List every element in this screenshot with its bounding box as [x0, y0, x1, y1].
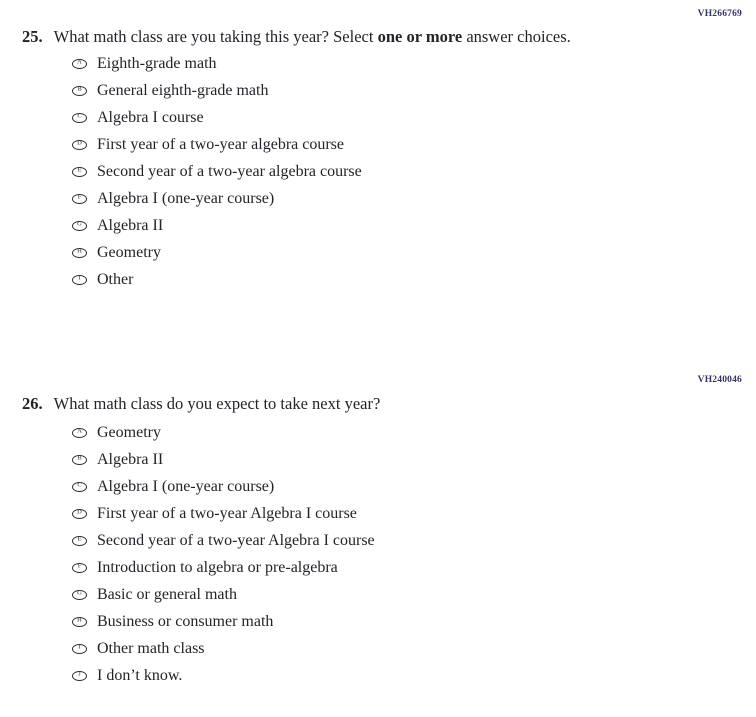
answer-option-row — [72, 419, 375, 446]
answer-bubble-letter: G — [77, 589, 82, 597]
answer-bubble-icon[interactable] — [72, 140, 87, 150]
question-25-options-list — [72, 50, 362, 293]
answer-bubble-icon[interactable] — [72, 59, 87, 69]
answer-bubble-letter: J — [78, 670, 81, 678]
answer-option-row — [72, 446, 375, 473]
answer-option-label: Introduction to algebra or pre-algebra — [97, 558, 338, 576]
answer-option-row — [72, 104, 362, 131]
answer-bubble-icon[interactable] — [72, 167, 87, 177]
answer-bubble-icon[interactable] — [72, 113, 87, 123]
answer-option-label: Geometry — [97, 243, 161, 261]
answer-bubble-icon[interactable] — [72, 194, 87, 204]
answer-bubble-letter: D — [77, 508, 82, 516]
answer-bubble-icon[interactable] — [72, 617, 87, 627]
answer-option-label: Other — [97, 270, 134, 288]
question-25-prompt-suffix: answer choices. — [462, 27, 571, 46]
answer-option-row — [72, 212, 362, 239]
answer-option-row — [72, 635, 375, 662]
answer-option-label: Second year of a two-year algebra course — [97, 162, 362, 180]
answer-option-label: Second year of a two-year Algebra I course — [97, 531, 375, 549]
answer-bubble-letter: D — [77, 139, 82, 147]
answer-option-label: General eighth-grade math — [97, 81, 269, 99]
answer-bubble-letter: C — [77, 112, 82, 120]
answer-bubble-icon[interactable] — [72, 509, 87, 519]
answer-option-label: Algebra II — [97, 216, 164, 234]
answer-option-row — [72, 500, 375, 527]
answer-option-label: Business or consumer math — [97, 612, 274, 630]
answer-bubble-icon[interactable] — [72, 248, 87, 258]
question-25-prompt — [54, 27, 571, 47]
answer-option-label: I don’t know. — [97, 666, 183, 684]
answer-option-label: Algebra II — [97, 450, 164, 468]
question-25-header — [22, 27, 571, 47]
answer-bubble-icon[interactable] — [72, 455, 87, 465]
question-26-accession-code: VH240046 — [697, 375, 742, 385]
answer-option-label: Algebra I course — [97, 108, 204, 126]
question-25-accession-code: VH266769 — [697, 9, 742, 19]
question-26-header — [22, 394, 380, 414]
answer-option-row — [72, 581, 375, 608]
question-25-prompt-prefix: What math class are you taking this year? Select — [53, 27, 378, 46]
answer-option-label: Algebra I (one-year course) — [97, 477, 275, 495]
answer-option-row — [72, 50, 362, 77]
answer-option-label: Other math class — [97, 639, 205, 657]
answer-bubble-icon[interactable] — [72, 275, 87, 285]
question-26-options-list — [72, 419, 375, 689]
answer-bubble-icon[interactable] — [72, 482, 87, 492]
answer-option-label: Basic or general math — [97, 585, 237, 603]
answer-bubble-icon[interactable] — [72, 428, 87, 438]
answer-option-label: Geometry — [97, 423, 161, 441]
answer-bubble-icon[interactable] — [72, 563, 87, 573]
answer-bubble-icon[interactable] — [72, 86, 87, 96]
answer-bubble-letter: A — [77, 58, 82, 66]
answer-option-label: Algebra I (one-year course) — [97, 189, 275, 207]
question-26-prompt — [54, 394, 381, 414]
answer-option-row — [72, 266, 362, 293]
answer-bubble-letter: F — [77, 193, 82, 201]
answer-option-row — [72, 473, 375, 500]
answer-option-label: Eighth-grade math — [97, 54, 217, 72]
question-25-prompt-bold: one or more — [377, 27, 463, 46]
answer-bubble-letter: G — [77, 220, 82, 228]
answer-bubble-letter: C — [77, 481, 82, 489]
answer-bubble-icon[interactable] — [72, 221, 87, 231]
answer-option-label: First year of a two-year Algebra I course — [97, 504, 357, 522]
answer-bubble-letter: H — [77, 247, 82, 255]
answer-bubble-letter: A — [77, 427, 82, 435]
question-26-prompt-prefix: What math class do you expect to take next year? — [53, 394, 381, 413]
answer-bubble-letter: B — [77, 85, 82, 93]
answer-option-row — [72, 185, 362, 212]
answer-option-row — [72, 239, 362, 266]
answer-option-row — [72, 77, 362, 104]
answer-option-row — [72, 554, 375, 581]
answer-bubble-icon[interactable] — [72, 590, 87, 600]
answer-bubble-icon[interactable] — [72, 671, 87, 681]
question-26-number: 26. — [22, 394, 43, 413]
question-25-number: 25. — [22, 27, 43, 46]
answer-option-row — [72, 131, 362, 158]
answer-bubble-letter: H — [77, 616, 82, 624]
answer-bubble-icon[interactable] — [72, 644, 87, 654]
answer-option-row — [72, 608, 375, 635]
answer-bubble-letter: I — [78, 274, 81, 282]
answer-option-row — [72, 158, 362, 185]
answer-bubble-letter: B — [77, 454, 82, 462]
answer-bubble-letter: I — [78, 643, 81, 651]
answer-option-row — [72, 527, 375, 554]
answer-option-row — [72, 662, 375, 689]
answer-bubble-letter: E — [77, 535, 82, 543]
answer-option-label: First year of a two-year algebra course — [97, 135, 344, 153]
answer-bubble-letter: F — [77, 562, 82, 570]
answer-bubble-letter: E — [77, 166, 82, 174]
answer-bubble-icon[interactable] — [72, 536, 87, 546]
